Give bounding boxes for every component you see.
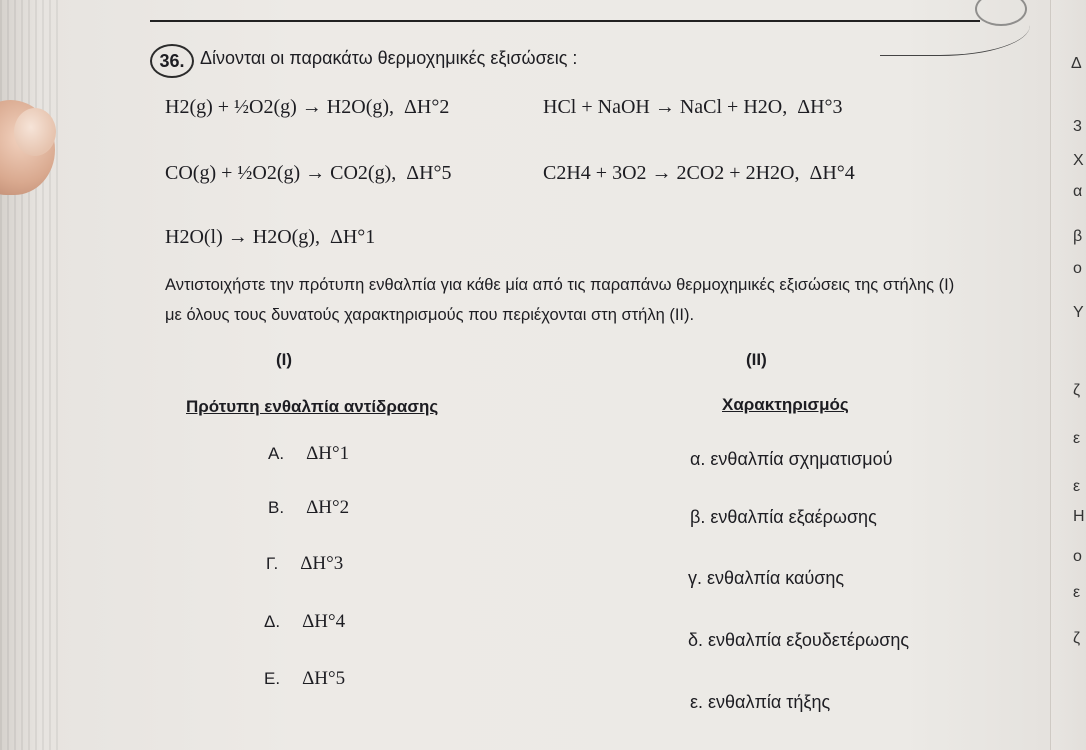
characterization-item: β. ενθαλπία εξαέρωσης	[690, 507, 877, 527]
equation-2-reaction: HCl + NaOH → NaCl + H2O,	[543, 96, 788, 118]
facing-glyph: Η	[1073, 508, 1085, 525]
instruction-line-2: με όλους τους δυνατούς χαρακτηρισμούς που περιέχονται στη στήλη (II).	[165, 306, 695, 324]
equation-5-enthalpy: ΔH°1	[329, 226, 376, 248]
column-i-title: Πρότυπη ενθαλπία αντίδρασης	[186, 397, 439, 416]
facing-glyph: ζ	[1073, 630, 1081, 647]
facing-glyph: Δ	[1071, 55, 1082, 72]
characterization-item: δ. ενθαλπία εξουδετέρωσης	[688, 630, 910, 650]
column-i-item	[266, 553, 343, 575]
column-i-item	[264, 611, 345, 633]
column-i-item	[268, 443, 349, 465]
equation-4	[543, 162, 855, 185]
facing-glyph: ε	[1073, 478, 1081, 495]
enthalpy-value: ΔH°4	[302, 611, 346, 632]
facing-glyph: ο	[1073, 548, 1082, 565]
characterization-item: α. ενθαλπία σχηματισμού	[690, 449, 893, 469]
column-i-label: (I)	[276, 350, 293, 369]
equation-4-enthalpy: ΔH°4	[809, 162, 855, 184]
item-letter: Α.	[268, 444, 285, 463]
column-ii-label: (II)	[746, 350, 767, 369]
fingernail	[14, 108, 56, 156]
enthalpy-value: ΔH°2	[306, 497, 350, 518]
facing-page-edge	[1050, 0, 1086, 750]
facing-glyph: ε	[1073, 430, 1081, 447]
equation-3-reaction: CO(g) + ½O2(g) → CO2(g),	[165, 162, 397, 184]
facing-glyph: β	[1073, 228, 1083, 245]
facing-glyph: ο	[1073, 260, 1082, 277]
equation-5-reaction: H2O(l) → H2O(g),	[165, 226, 320, 248]
equation-3-enthalpy: ΔH°5	[406, 162, 452, 184]
facing-glyph: ε	[1073, 584, 1081, 601]
question-number: 36.	[150, 44, 194, 78]
equation-2	[543, 96, 843, 119]
column-ii-title: Χαρακτηρισμός	[722, 395, 849, 414]
equation-3	[165, 162, 452, 185]
facing-glyph: α	[1073, 183, 1083, 200]
column-i-item	[268, 497, 349, 519]
facing-glyph: ζ	[1073, 382, 1081, 399]
item-letter: Γ.	[266, 554, 279, 573]
enthalpy-value: ΔH°3	[300, 553, 344, 574]
enthalpy-value: ΔH°5	[302, 668, 346, 689]
instruction-line-1: Αντιστοιχήστε την πρότυπη ενθαλπία για κάθε μία από τις παραπάνω θερμοχημικές εξισώσεις της στήλης (I)	[165, 276, 955, 294]
column-i-item	[264, 668, 345, 690]
item-letter: Ε.	[264, 669, 281, 688]
equation-2-enthalpy: ΔH°3	[797, 96, 843, 118]
enthalpy-value: ΔH°1	[306, 443, 350, 464]
item-letter: Δ.	[264, 612, 281, 631]
question-text: Δίνονται οι παρακάτω θερμοχημικές εξισώσεις :	[200, 48, 578, 68]
characterization-item: γ. ενθαλπία καύσης	[688, 568, 845, 588]
equation-1	[165, 96, 449, 119]
characterization-item: ε. ενθαλπία τήξης	[690, 692, 831, 712]
equation-5	[165, 226, 375, 249]
equation-1-reaction: H2(g) + ½O2(g) → H2O(g),	[165, 96, 395, 118]
equation-4-reaction: C2H4 + 3O2 → 2CO2 + 2H2O,	[543, 162, 800, 184]
top-rule	[150, 20, 980, 22]
facing-glyph: 3	[1073, 118, 1082, 135]
facing-glyph: Υ	[1073, 304, 1084, 321]
equation-1-enthalpy: ΔH°2	[404, 96, 450, 118]
item-letter: Β.	[268, 498, 285, 517]
facing-glyph: Χ	[1073, 152, 1084, 169]
